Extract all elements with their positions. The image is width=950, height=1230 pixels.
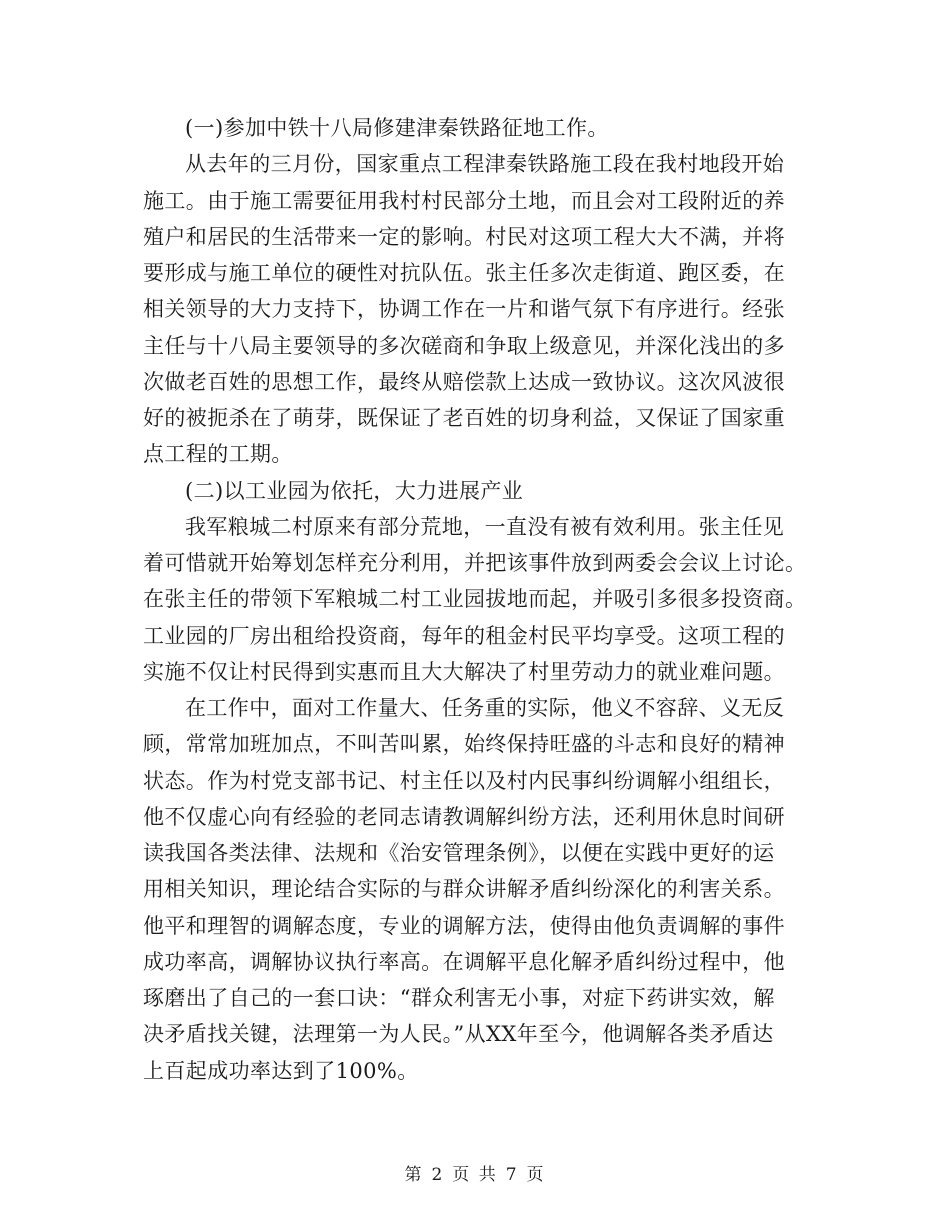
text-line: 主任与十八局主要领导的多次磋商和争取上级意见，并深化浅出的多: [143, 333, 785, 358]
text-line: 用相关知识，理论结合实际的与群众讲解矛盾纠纷深化的利害关系。: [143, 877, 785, 902]
text-line: 他平和理智的调解态度，专业的调解方法，使得由他负责调解的事件: [143, 913, 785, 938]
text-line: 着可惜就开始筹划怎样充分利用，并把该事件放到两委会会议上讨论。: [143, 551, 807, 575]
text-line: 状态。作为村党支部书记、村主任以及村内民事纠纷调解小组组长，: [143, 768, 785, 793]
footer-total-pages: 7: [505, 1165, 519, 1185]
text-line: 实施不仅让村民得到实惠而且大大解决了村里劳动力的就业难问题。: [143, 659, 785, 684]
footer-page-number: 2: [431, 1165, 445, 1185]
text-line: (一)参加中铁十八局修建津秦铁路征地工作。: [185, 116, 609, 140]
text-line: 相关领导的大力支持下，协调工作在一片和谐气氛下有序进行。经张: [143, 297, 785, 322]
document-body: [143, 110, 808, 1089]
footer-prefix: 第: [404, 1165, 424, 1185]
footer-middle: 页 共: [452, 1165, 498, 1185]
page-footer: [0, 1160, 950, 1185]
text-line: 施工。由于施工需要征用我村村民部分土地，而且会对工段附近的养: [143, 188, 785, 213]
text-line: 次做老百姓的思想工作，最终从赔偿款上达成一致协议。这次风波很: [143, 369, 785, 394]
text-line: 决矛盾找关键，法理第一为人民。”从XX年至今，他调解各类矛盾达: [143, 1022, 774, 1047]
text-line: 工业园的厂房出租给投资商，每年的租金村民平均享受。这项工程的: [143, 623, 785, 648]
text-line: 顾，常常加班加点，不叫苦叫累，始终保持旺盛的斗志和良好的精神: [143, 732, 785, 757]
text-line: 在张主任的带领下军粮城二村工业园拔地而起，并吸引多很多投资商。: [143, 587, 807, 612]
text-line: 要形成与施工单位的硬性对抗队伍。张主任多次走街道、跑区委，在: [143, 261, 785, 285]
text-line: 他不仅虚心向有经验的老同志请教调解纠纷方法，还利用休息时间研: [143, 804, 785, 829]
text-line: 琢磨出了自己的一套口诀：“群众利害无小事，对症下药讲实效，解: [143, 986, 775, 1010]
text-line: 成功率高，调解协议执行率高。在调解平息化解矛盾纠纷过程中，他: [143, 949, 785, 974]
text-line: 我军粮城二村原来有部分荒地，一直没有被有效利用。张主任见: [185, 514, 785, 539]
text-line: (二)以工业园为依托，大力进展产业: [185, 478, 524, 503]
text-line: 点工程的工期。: [143, 442, 293, 467]
text-line: 从去年的三月份，国家重点工程津秦铁路施工段在我村地段开始: [185, 152, 785, 177]
text-line: 读我国各类法律、法规和《治安管理条例》，以便在实践中更好的运: [143, 841, 775, 865]
footer-suffix: 页: [526, 1165, 546, 1185]
text-line: 在工作中，面对工作量大、任务重的实际，他义不容辞、义无反: [185, 696, 785, 720]
text-line: 上百起成功率达到了100%。: [143, 1058, 419, 1083]
text-line: 好的被扼杀在了萌芽，既保证了老百姓的切身利益，又保证了国家重: [143, 406, 785, 430]
text-line: 殖户和居民的生活带来一定的影响。村民对这项工程大大不满，并将: [143, 224, 785, 249]
